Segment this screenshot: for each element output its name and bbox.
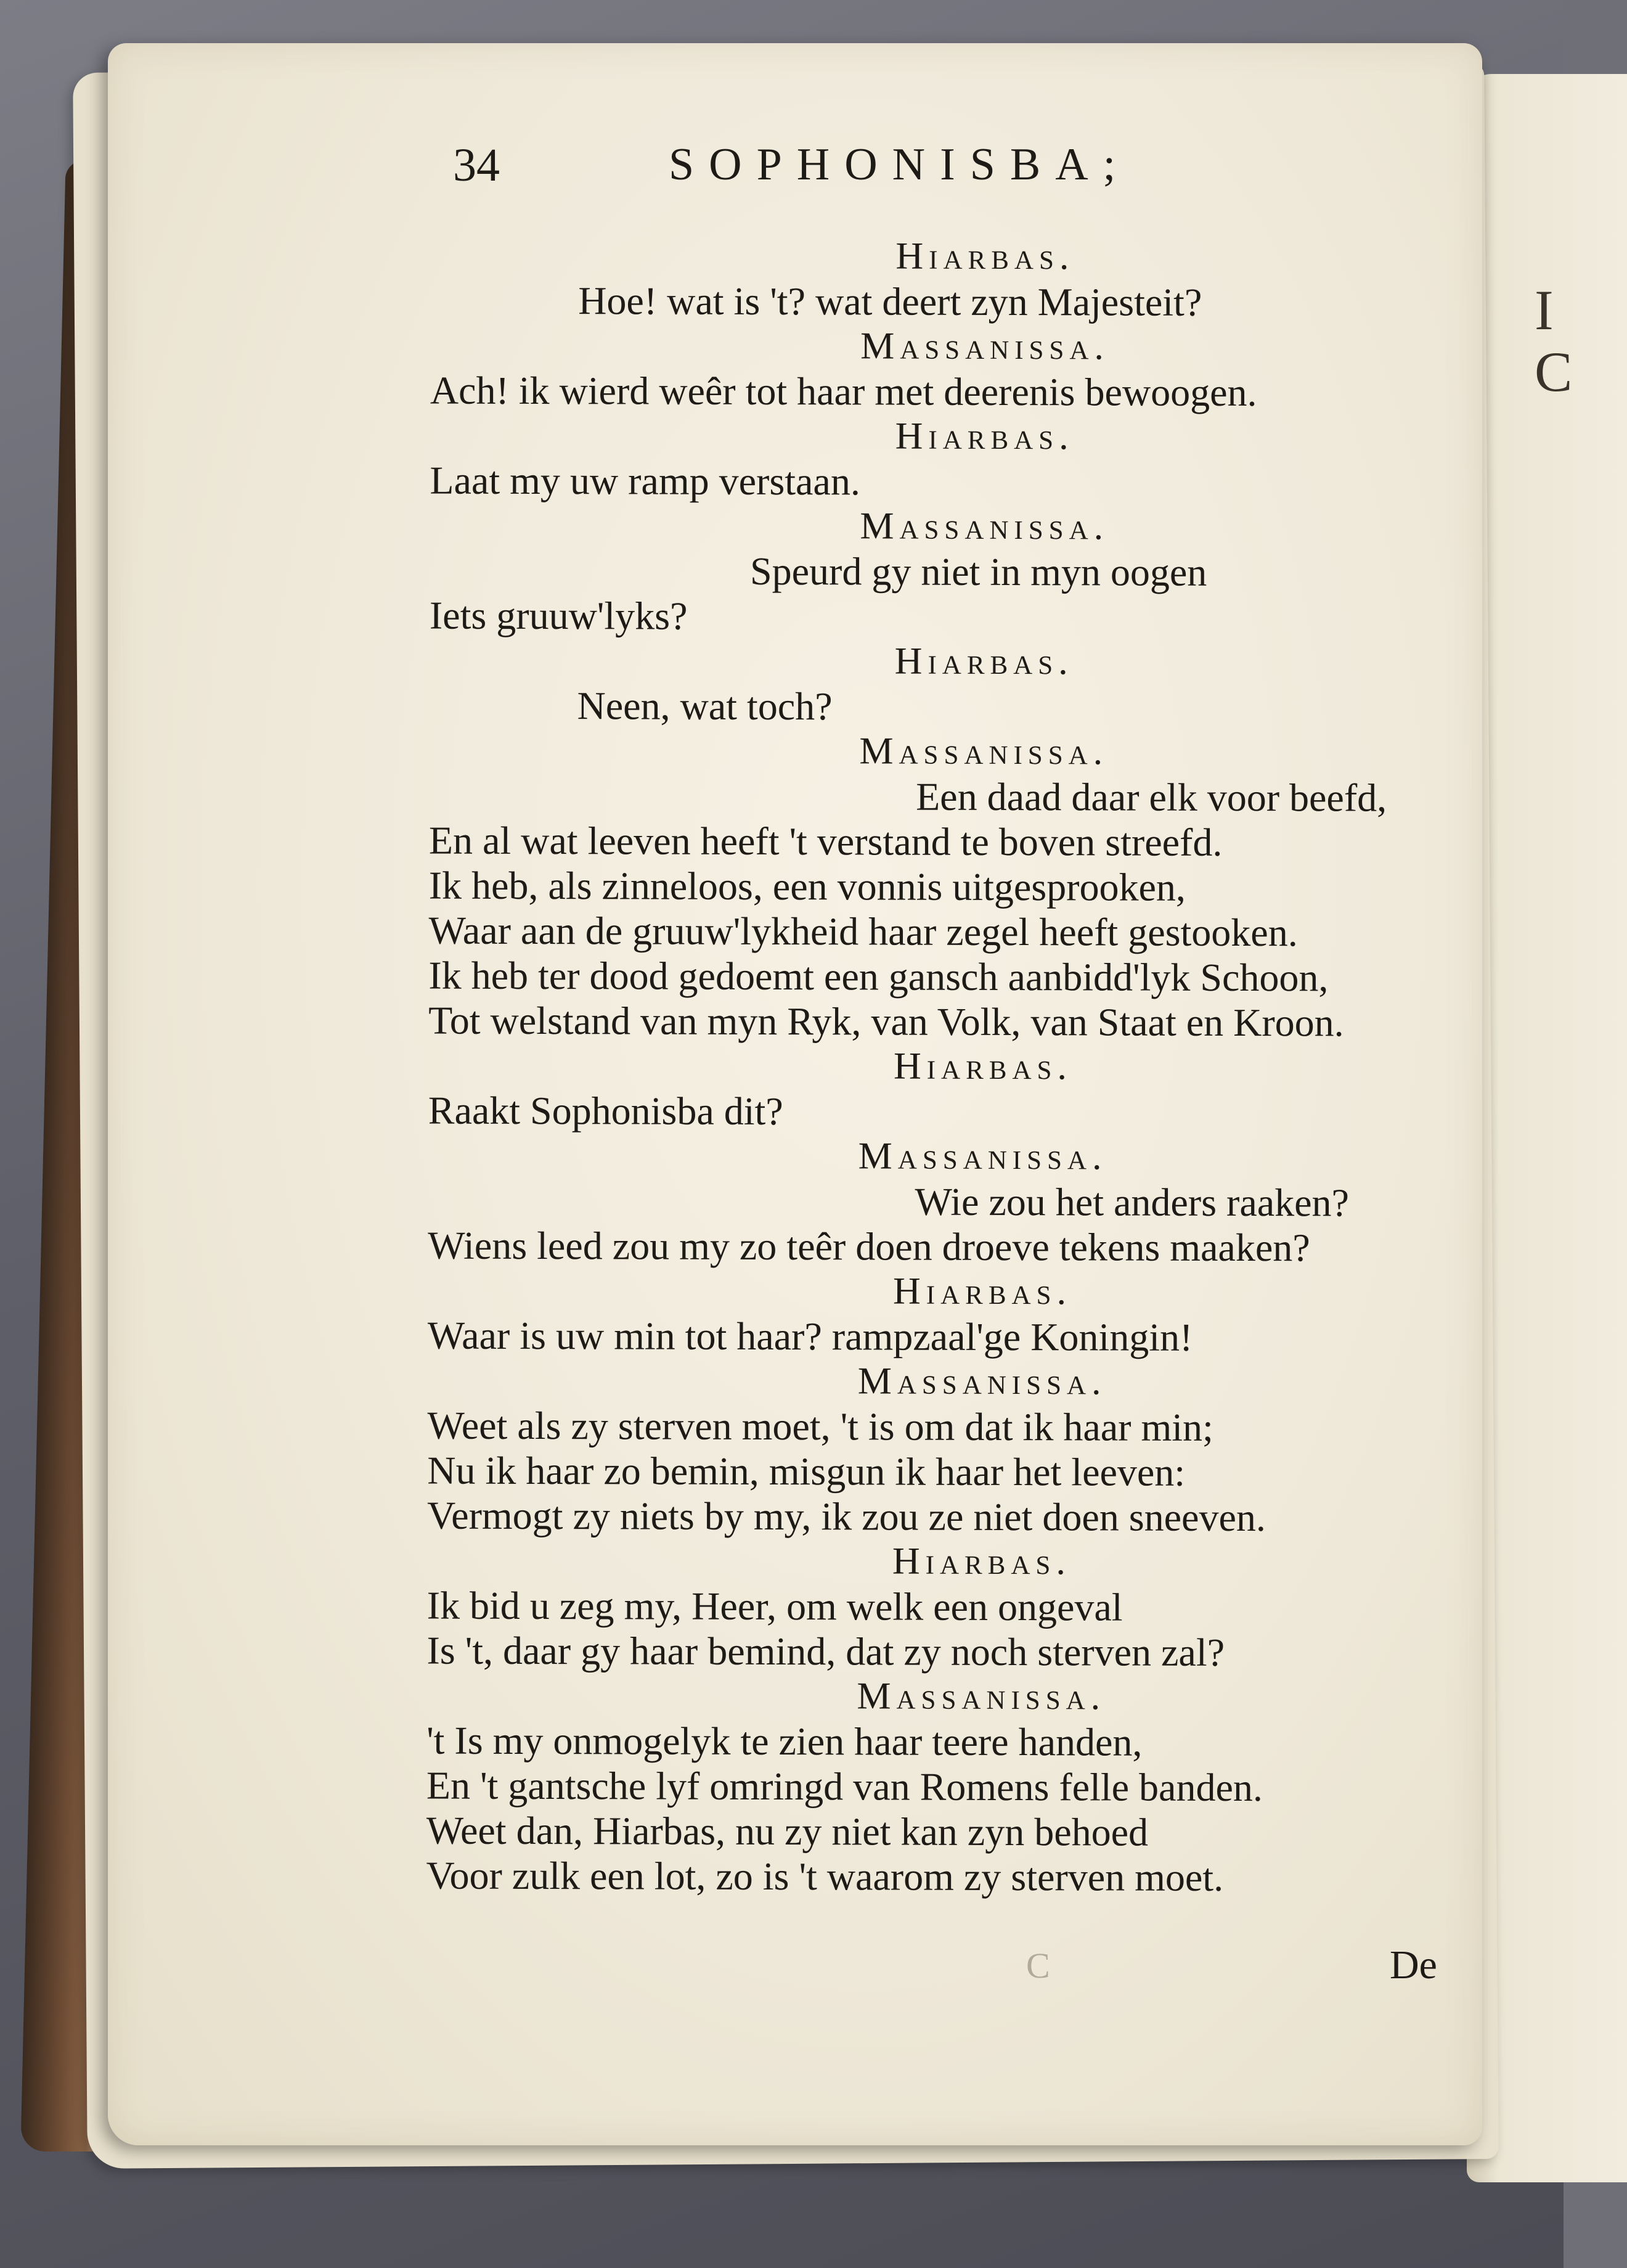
verse-line: Weet dan, Hiarbas, nu zy niet kan zyn behoed [426,1808,1149,1854]
verse-line: Wie zou het anders raaken? [915,1179,1350,1225]
speaker-name: Massanissa. [860,505,1109,548]
verse-line: Waar aan de gruuw'lykheid haar zegel heeft gestooken. [428,908,1298,955]
verse-line: Vermogt zy niets by my, ik zou ze niet doen sneeven. [426,1493,1266,1540]
speaker-name: Hiarbas. [892,1540,1071,1583]
verse-line: Ik bid u zeg my, Heer, om welk een ongeval [426,1583,1123,1629]
speaker-name: Hiarbas. [892,1270,1072,1313]
speaker-name: Hiarbas. [894,640,1074,683]
verse-line: Is 't, daar gy haar bemind, dat zy noch sterven zal? [426,1628,1225,1674]
verse-line: Tot welstand van myn Ryk, van Volk, van Staat en Kroon. [428,998,1344,1045]
verse-line: 't Is my onmogelyk te zien haar teere handen, [426,1718,1143,1764]
verse-line: Weet als zy sterven moet, 't is om dat ik haar min; [427,1403,1213,1449]
page-number: 34 [453,139,500,191]
verse-line: En al wat leeven heeft 't verstand te boven streefd. [428,818,1223,864]
verse-line: Neen, wat toch? [577,684,833,729]
verse-line: Ik heb ter dood gedoemt een gansch aanbidd'lyk Schoon, [428,953,1329,1000]
verse-line: Voor zulk een lot, zo is 't waarom zy sterven moet. [426,1853,1224,1899]
speaker-name: Massanissa. [857,1675,1106,1718]
verse-line: Raakt Sophonisba dit? [428,1088,783,1134]
speaker-name: Massanissa. [860,325,1110,368]
speaker-name: Massanissa. [859,730,1109,773]
speaker-name: Hiarbas. [895,415,1074,458]
running-title: SOPHONISBA; [669,139,1131,190]
speaker-name: Massanissa. [857,1360,1107,1403]
verse-line: En 't gantsche lyf omringd van Romens felle banden. [426,1763,1263,1810]
verse-line: Iets gruuw'lyks? [429,593,688,638]
book-page [108,43,1482,2145]
catchword: De [1390,1943,1437,1988]
verse-line: Speurd gy niet in myn oogen [750,549,1207,594]
speaker-name: Hiarbas. [895,235,1075,278]
verse-line: Een daad daar elk voor beefd, [916,774,1387,820]
verse-line: Hoe! wat is 't? wat deert zyn Majesteit? [578,279,1202,324]
verse-line: Wiens leed zou my zo teêr doen droeve tekens maaken? [428,1223,1310,1270]
speaker-name: Massanissa. [858,1135,1107,1178]
play-text [426,233,1589,1901]
verse-line: Ach! ik wierd weêr tot haar met deerenis bewoogen. [430,368,1257,415]
verse-line: Waar is uw min tot haar? rampzaal'ge Koningin! [427,1313,1193,1359]
verse-line: Ik heb, als zinneloos, een vonnis uitgesprooken, [428,863,1186,909]
facing-page-fragment: I [1535,279,1554,342]
facing-page-fragment: C [1535,340,1573,403]
verse-line: Nu ik haar zo bemin, misgun ik haar het leeven: [427,1448,1186,1494]
speaker-name: Hiarbas. [893,1045,1073,1088]
signature-mark: C [1026,1946,1050,1986]
verse-line: Laat my uw ramp verstaan. [430,458,860,504]
